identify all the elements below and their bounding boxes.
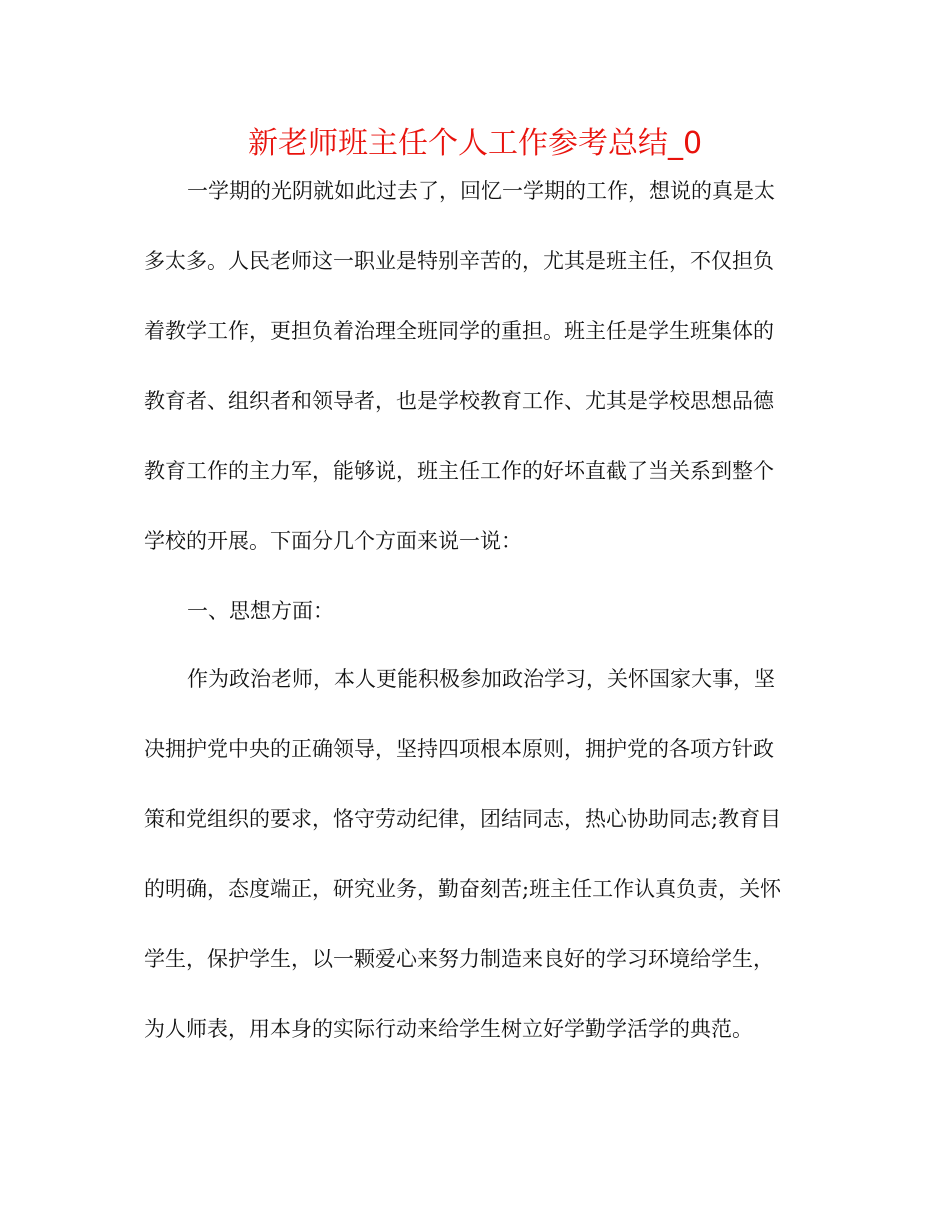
paragraph-line: 的明确，态度端正，研究业务，勤奋刻苦;班主任工作认真负责，关怀: [144, 877, 782, 901]
paragraph-line: 策和党组织的要求，恪守劳动纪律，团结同志，热心协助同志;教育目: [144, 807, 782, 831]
paragraph-line: 作为政治老师，本人更能积极参加政治学习，关怀国家大事，坚: [187, 667, 775, 691]
paragraph-line: 一学期的光阴就如此过去了，回忆一学期的工作，想说的真是太: [187, 179, 775, 203]
paragraph-line: 学生，保护学生，以一颗爱心来努力制造来良好的学习环境给学生，: [144, 947, 774, 971]
paragraph-line: 决拥护党中央的正确领导，坚持四项根本原则，拥护党的各项方针政: [144, 737, 774, 761]
paragraph-line: 多太多。人民老师这一职业是特别辛苦的，尤其是班主任，不仅担负: [144, 249, 774, 273]
paragraph-line: 教育者、组织者和领导者，也是学校教育工作、尤其是学校思想品德: [144, 389, 774, 413]
document-title: 新老师班主任个人工作参考总结_0: [247, 126, 703, 161]
section-heading: 一、思想方面：: [187, 599, 334, 623]
paragraph-line: 着教学工作，更担负着治理全班同学的重担。班主任是学生班集体的: [144, 319, 774, 343]
paragraph-line: 教育工作的主力军，能够说，班主任工作的好坏直截了当关系到整个: [144, 459, 774, 483]
paragraph-line: 为人师表，用本身的实际行动来给学生树立好学勤学活学的典范。: [144, 1017, 753, 1041]
paragraph-line: 学校的开展。下面分几个方面来说一说：: [144, 529, 522, 553]
